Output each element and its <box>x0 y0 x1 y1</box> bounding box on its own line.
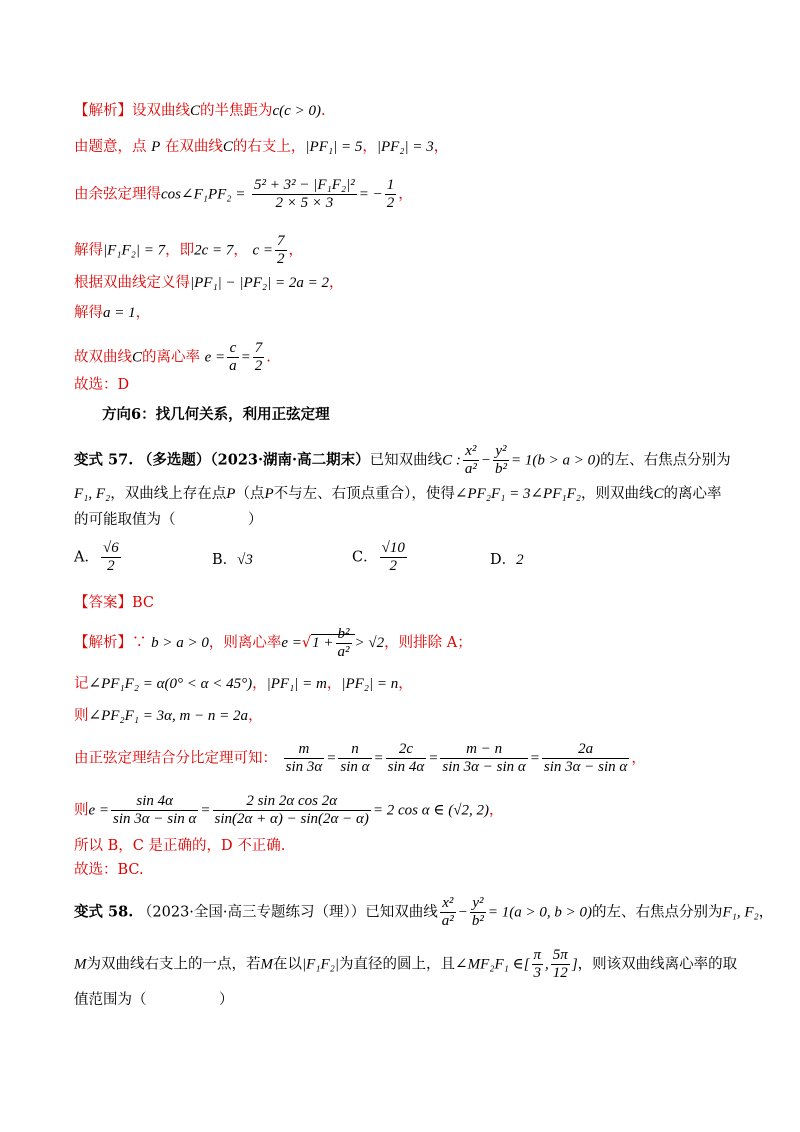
sol1-line4: 解得|F₁F₂| = 7，即2c = 7， c = $\frac{7}{2}$ ， <box>74 233 304 267</box>
q57-line1: 变式 57. （多选题）（2023·湖南·高二期末）已知双曲线C : $\frac{\text{x²}}{\text{a²}}$ − $\frac{\text{y²}}{\text{b²}}$ = 1(b > a > 0)的左、右焦点分别为 <box>74 443 731 477</box>
q57-line2: F₁, F₂，双曲线上存在点P（点P不与左、右顶点重合），使得∠PF₂F₁ = 3∠PF₁F₂，则双曲线C的离心率 <box>74 486 722 502</box>
q58-line2: M为双曲线右支上的一点，若M在以|F₁F₂|为直径的圆上，且∠MF₂F₁ ∈[ $\frac{\pi}{3}$ , $\frac{5\pi}{12}$ ]，则该双曲线离心率的取 <box>74 947 738 981</box>
option-c[interactable]: C． $\frac{√10}{2}$ <box>352 540 405 574</box>
option-d[interactable]: D．2 <box>490 552 524 568</box>
sol2-line5: 则e = $\frac{\sin 4\alpha}{\text{sin 3α − sin α}}$ = $\frac{\text{2 sin 2α cos 2α}}{\sin(2\alpha + \alpha) - \sin(2\alpha - \alpha)}$ = 2 cos α ∈ (√2, 2)， <box>74 793 504 827</box>
sol2-line4: 由正弦定理结合分比定理可知： $\frac{m}{\sin 3\alpha}$ = $\frac{n}{\text{sin α}}$ = $\frac{2c}{\sin 4\alpha}$ = $\frac{m - n}{\text{sin 3α − sin α}}$ = $\frac{2a}{\text{sin 3α − sin α}}$ ， <box>74 741 646 775</box>
sol1-line7: 故双曲线C的离心率 e = $\frac{c}{a}$ = $\frac{7}{2}$ . <box>74 340 271 374</box>
sol1-line5: 根据双曲线定义得|PF₁| − |PF₂| = 2a = 2， <box>74 275 344 291</box>
option-a[interactable]: A． $\frac{√6}{2}$ <box>74 540 119 574</box>
option-b[interactable]: B．√3 <box>212 552 253 568</box>
sol1-conclusion: 故选：D <box>74 377 130 393</box>
sol2-answer: 【答案】BC <box>74 595 155 611</box>
sol2-line3: 则∠PF₂F₁ = 3α, m − n = 2a， <box>74 708 263 724</box>
q58-line1: 变式 58. （2023·全国·高三专题练习（理））已知双曲线 $\frac{\text{x²}}{\text{a²}}$ − $\frac{\text{y²}}{\text{b²}}$ = 1(a > 0, b > 0)的左、右焦点分别为F₁, F₂， <box>74 895 774 929</box>
sol1-line3: 由余弦定理得cos∠F₁PF₂ = $\frac{\text{5² + 3² − |F₁F₂|²}}{2 \times 5 \times 3}$ = − $\frac{1}{2}$ ， <box>74 177 413 211</box>
q57-options <box>74 540 734 580</box>
sol1-line6: 解得a = 1， <box>74 305 151 321</box>
sol1-line1: 【解析】设双曲线C的半焦距为c(c > 0). <box>74 103 326 119</box>
q58-line3: 值范围为（ ） <box>74 992 234 1008</box>
sol2-line2: 记∠PF₁F₂ = α(0° < α < 45°)，|PF₁| = m，|PF₂| = n， <box>74 676 413 692</box>
q57-line3: 的可能取值为（ ） <box>74 512 263 528</box>
sol2-line1: 【解析】∵ b > a > 0，则离心率e =√1 + $\frac{\text{b²}}{\text{a²}}$ > √2，则排除 A； <box>74 626 472 660</box>
section-heading: 方向6：找几何关系，利用正弦定理 <box>102 406 330 423</box>
sol2-line6: 所以 B，C 是正确的，D 不正确. <box>74 838 286 854</box>
sol2-conclusion: 故选：BC. <box>74 862 144 878</box>
sol1-line2: 由题意，点 P 在双曲线C的右支上，|PF₁| = 5，|PF₂| = 3， <box>74 139 449 155</box>
